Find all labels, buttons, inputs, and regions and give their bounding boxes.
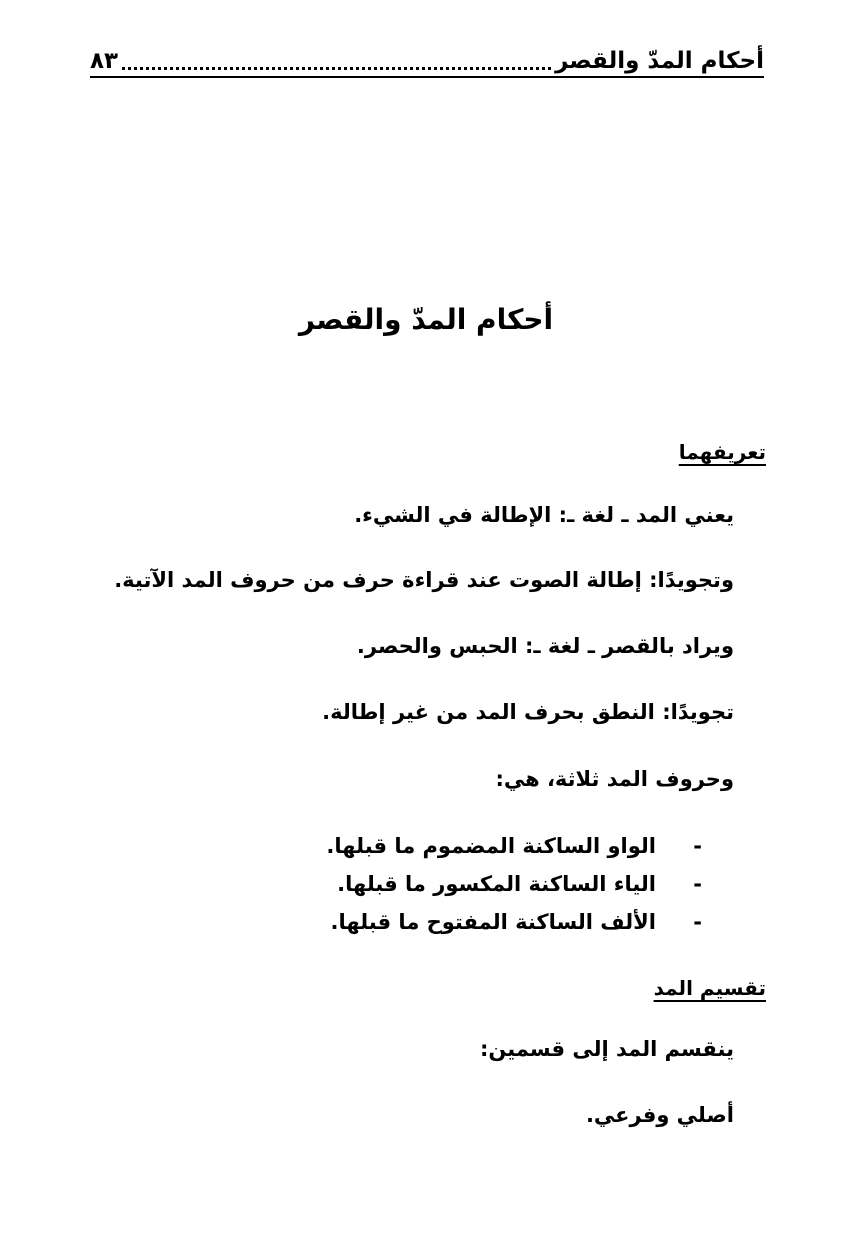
paragraph-division-intro: ينقسم المد إلى قسمين: xyxy=(479,1037,734,1061)
paragraph-qasr-tajweed: تجويدًا: النطق بحرف المد من غير إطالة. xyxy=(322,700,734,724)
paragraph-division-types: أصلي وفرعي. xyxy=(585,1103,734,1127)
list-bullet: - xyxy=(693,872,702,896)
paragraph-mad-tajweed: وتجويدًا: إطالة الصوت عند قراءة حرف من حروف المد الآتية. xyxy=(114,568,734,592)
section-heading-division: تقسيم المد xyxy=(653,976,766,1000)
list-item-text: الياء الساكنة المكسور ما قبلها. xyxy=(337,872,656,896)
list-bullet: - xyxy=(693,834,702,858)
list-item-text: الألف الساكنة المفتوح ما قبلها. xyxy=(330,910,656,934)
running-title: أحكام المدّ والقصر xyxy=(555,48,764,74)
list-item xyxy=(0,834,852,866)
paragraph-qasr-linguistic: ويراد بالقصر ـ لغة ـ: الحبس والحصر. xyxy=(356,634,734,658)
list-item xyxy=(0,910,852,942)
list-bullet: - xyxy=(693,910,702,934)
paragraph-mad-letters-intro: وحروف المد ثلاثة، هي: xyxy=(495,767,734,791)
chapter-title: أحكام المدّ والقصر xyxy=(298,303,554,336)
page-number: ٨٣ xyxy=(90,48,119,74)
list-item xyxy=(0,872,852,904)
list-item-text: الواو الساكنة المضموم ما قبلها. xyxy=(326,834,656,858)
paragraph-mad-linguistic: يعني المد ـ لغة ـ: الإطالة في الشيء. xyxy=(354,503,734,527)
dot-leader xyxy=(122,47,551,70)
section-heading-definition: تعريفهما xyxy=(678,440,766,464)
page-header xyxy=(90,40,764,78)
